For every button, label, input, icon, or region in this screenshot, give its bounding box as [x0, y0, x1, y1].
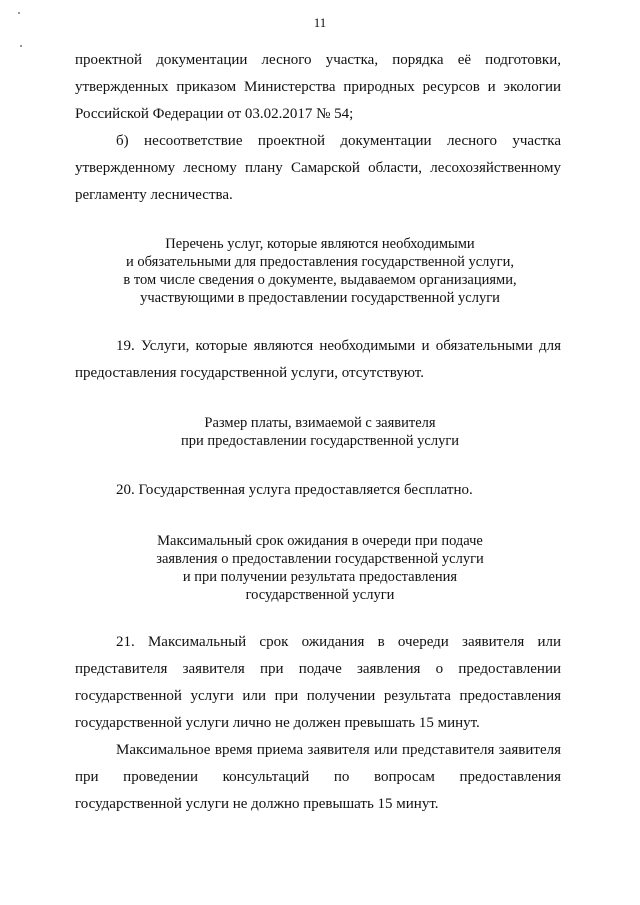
- section-heading-line: и при получении результата предоставления: [182, 569, 458, 585]
- paragraph-line: предоставления государственной услуги, отсутствуют.: [75, 365, 424, 381]
- paragraph-line: государственной услуги не должно превышать 15 минут.: [75, 796, 439, 812]
- paragraph-line: утвержденных приказом Министерства природных ресурсов и экологии: [75, 79, 561, 95]
- section-heading-line: при предоставлении государственной услуги: [180, 433, 460, 449]
- paragraph-line: 20. Государственная услуга предоставляется бесплатно.: [116, 482, 473, 498]
- scan-speck: [20, 45, 22, 47]
- paragraph-line: утвержденному лесному плану Самарской области, лесохозяйственному: [75, 160, 561, 176]
- section-heading-line: и обязательными для предоставления государственной услуги,: [126, 254, 514, 270]
- paragraph-line: Российской Федерации от 03.02.2017 № 54;: [75, 106, 354, 122]
- paragraph-line: государственной услуги лично не должен превышать 15 минут.: [75, 715, 480, 731]
- section-heading-line: Перечень услуг, которые являются необходимыми: [165, 236, 475, 252]
- paragraph-line: проектной документации лесного участка, порядка её подготовки,: [75, 52, 561, 68]
- section-heading-line: участвующими в предоставлении государственной услуги: [140, 290, 500, 306]
- paragraph-line: регламенту лесничества.: [75, 187, 233, 203]
- page-number: 11: [313, 15, 327, 30]
- section-heading-line: государственной услуги: [245, 587, 395, 603]
- paragraph-line: б) несоответствие проектной документации лесного участка: [116, 133, 561, 149]
- section-heading-line: Максимальный срок ожидания в очереди при подаче: [157, 533, 483, 549]
- paragraph-line: государственной услуги или при получении результата предоставления: [75, 688, 561, 704]
- paragraph-line: 21. Максимальный срок ожидания в очереди заявителя или: [116, 634, 561, 650]
- section-heading-line: Размер платы, взимаемой с заявителя: [204, 415, 436, 431]
- section-heading-line: в том числе сведения о документе, выдаваемом организациями,: [123, 272, 517, 288]
- paragraph-line: 19. Услуги, которые являются необходимыми и обязательными для: [116, 338, 561, 354]
- section-heading-line: заявления о предоставлении государственной услуги: [156, 551, 484, 567]
- paragraph-line: при проведении консультаций по вопросам предоставления: [75, 769, 561, 785]
- paragraph-line: представителя заявителя при подаче заявления о предоставлении: [75, 661, 561, 677]
- paragraph-line: Максимальное время приема заявителя или представителя заявителя: [116, 742, 561, 758]
